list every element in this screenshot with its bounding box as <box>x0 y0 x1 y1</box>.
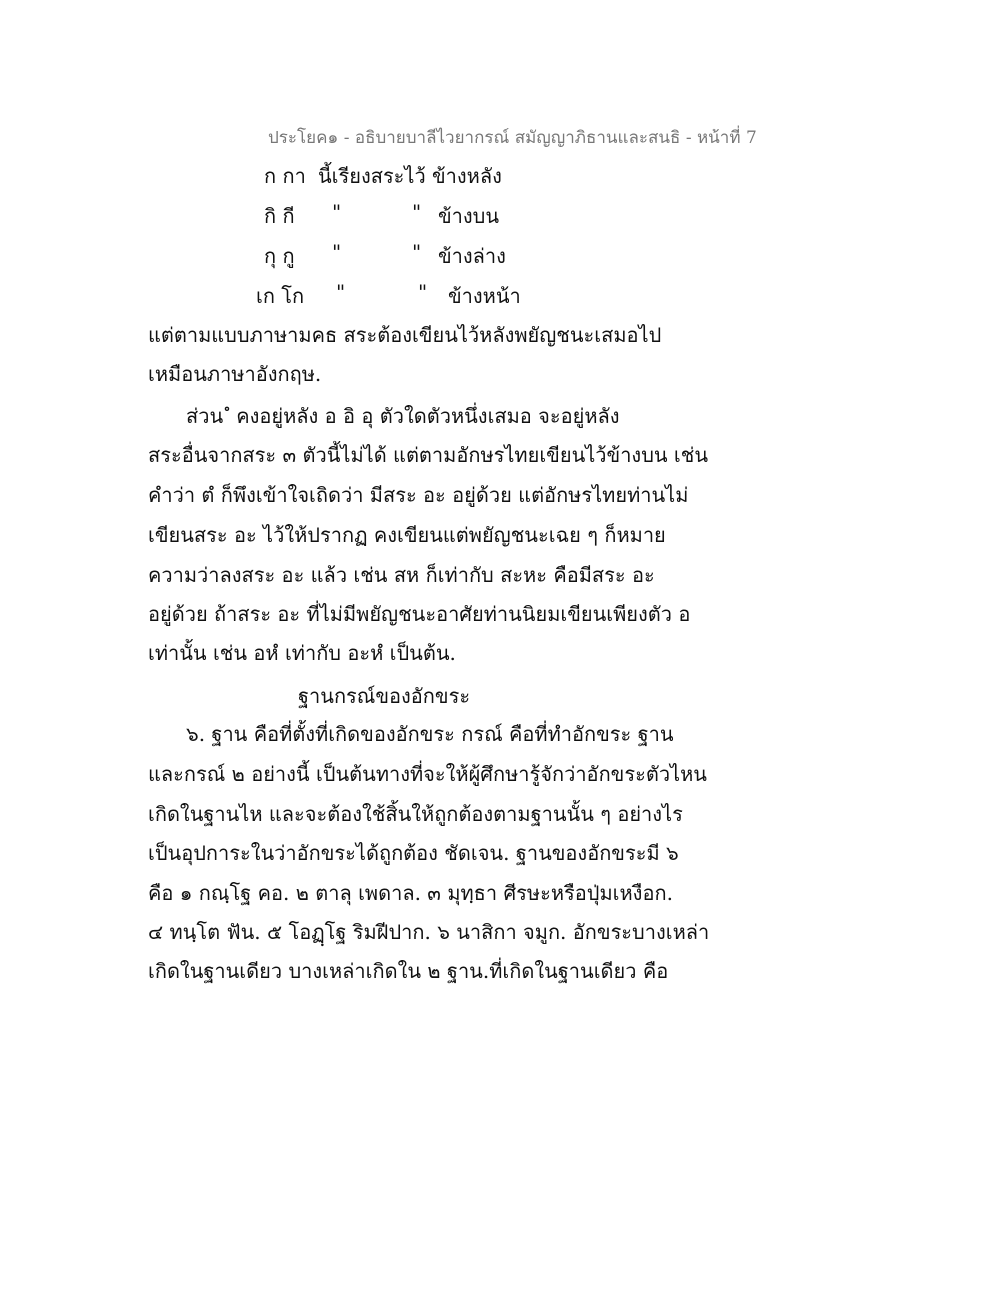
running-header: ประโยค๑ - อธิบายบาลีไวยากรณ์ สมัญญาภิธานและสนธิ - หน้าที่ 7 <box>268 128 757 148</box>
text-line: เป็นอุปการะในว่าอักขระได้ถูกต้อง ชัดเจน. ฐานของอักขระมี ๖ <box>148 841 679 865</box>
ditto-mark: " <box>332 240 342 264</box>
text-line: และกรณ์ ๒ อย่างนี้ เป็นต้นทางที่จะให้ผู้ศึกษารู้จักว่าอักขระตัวไหน <box>148 762 707 786</box>
vowel-placement-note: นี้เรียงสระไว้ <box>318 164 426 188</box>
ditto-mark: " <box>332 200 342 224</box>
text-line: ๔ ทนฺโต ฟัน. ๕ โอฏฺโฐ ริมฝีปาก. ๖ นาสิกา จมูก. อักขระบางเหล่า <box>148 920 710 944</box>
text-line: ส่วน ํ คงอยู่หลัง อ อิ อุ ตัวใดตัวหนึ่งเสมอ จะอยู่หลัง <box>186 404 620 428</box>
text-line: ๖. ฐาน คือที่ตั้งที่เกิดของอักขระ กรณ์ คือที่ทำอักขระ ฐาน <box>186 722 674 746</box>
text-line: สระอื่นจากสระ ๓ ตัวนี้ไม่ได้ แต่ตามอักษรไทยเขียนไว้ข้างบน เช่น <box>148 443 708 467</box>
text-line: เท่านั้น เช่น อหํ เท่ากับ อะหํ เป็นต้น. <box>148 641 456 665</box>
vowel-letters: ก กา <box>264 164 306 188</box>
vowel-position: ข้างหลัง <box>432 164 502 188</box>
text-line: ความว่าลงสระ อะ แล้ว เช่น สห ก็เท่ากับ สะหะ คือมีสระ อะ <box>148 563 655 587</box>
vowel-letters: กุ กู <box>264 244 295 268</box>
text-line: คำว่า ตํ ก็พึงเข้าใจเถิดว่า มีสระ อะ อยู่ด้วย แต่อักษรไทยท่านไม่ <box>148 483 689 507</box>
text-line: เหมือนภาษาอังกฤษ. <box>148 362 322 386</box>
ditto-mark: " <box>336 280 346 304</box>
section-heading: ฐานกรณ์ของอักขระ <box>298 684 471 708</box>
ditto-mark: " <box>412 200 422 224</box>
vowel-letters: เก โก <box>256 284 305 308</box>
vowel-position: ข้างล่าง <box>438 244 506 268</box>
text-line: เกิดในฐานเดียว บางเหล่าเกิดใน ๒ ฐาน.ที่เกิดในฐานเดียว คือ <box>148 959 669 983</box>
vowel-position: ข้างบน <box>438 204 500 228</box>
text-line: เขียนสระ อะ ไว้ให้ปรากฏ คงเขียนแต่พยัญชนะเฉย ๆ ก็หมาย <box>148 523 666 547</box>
vowel-position: ข้างหน้า <box>448 284 521 308</box>
text-line: เกิดในฐานไห และจะต้องใช้สิ้นให้ถูกต้องตามฐานนั้น ๆ อย่างไร <box>148 802 683 826</box>
ditto-mark: " <box>412 240 422 264</box>
ditto-mark: " <box>418 280 428 304</box>
text-line: อยู่ด้วย ถ้าสระ อะ ที่ไม่มีพยัญชนะอาศัยท่านนิยมเขียนเพียงตัว อ <box>148 602 691 626</box>
vowel-letters: กิ กี <box>264 204 295 228</box>
text-line: คือ ๑ กณฺโฐ คอ. ๒ ตาลุ เพดาล. ๓ มุทฺธา ศีรษะหรือปุ่มเหงือก. <box>148 881 673 905</box>
text-line: แต่ตามแบบภาษามคธ สระต้องเขียนไว้หลังพยัญชนะเสมอไป <box>148 323 662 347</box>
